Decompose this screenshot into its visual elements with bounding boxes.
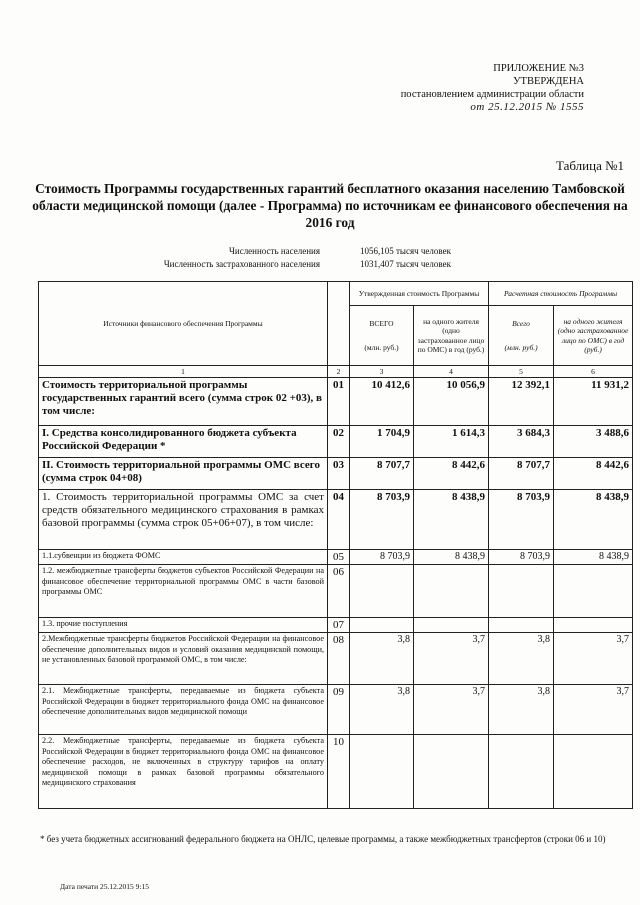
population-values [360,245,451,271]
header-total-estimated-unit: (млн. руб.) [504,342,538,352]
row-code: 09 [328,685,350,735]
row-value-total-estimated [489,735,554,809]
insured-population-value: 1031,407 тысяч человек [360,259,451,269]
row-value-per-resident-estimated: 11 931,2 [554,378,633,426]
row-value-total [350,735,414,809]
row-label: 1.3. прочие поступления [39,618,328,633]
population-labels [120,245,320,271]
population-value: 1056,105 тысяч человек [360,246,451,256]
row-value-per-resident-estimated [554,735,633,809]
row-value-total: 1 704,9 [350,426,414,458]
row-value-total: 8 707,7 [350,458,414,490]
row-value-total-estimated: 12 392,1 [489,378,554,426]
row-value-total: 3,8 [350,685,414,735]
row-value-total [350,618,414,633]
row-value-total-estimated: 3,8 [489,633,554,685]
col-number: 3 [350,366,414,378]
header-per-resident-estimated: на одного жителя (одно застрахованное лицо по ОМС) в год (руб.) [554,306,633,366]
header-total-label: ВСЕГО [369,319,394,328]
row-label: 1.1.субвенции из бюджета ФОМС [39,550,328,565]
table-row [39,685,633,735]
row-value-per-resident: 8 442,6 [414,458,489,490]
population-label: Численность населения [229,246,320,256]
header-total-estimated [489,306,554,366]
appendix-block [401,62,584,114]
row-value-per-resident-estimated [554,565,633,618]
col-number: 2 [328,366,350,378]
table-row [39,378,633,426]
row-value-per-resident-estimated: 8 442,6 [554,458,633,490]
table-number: Таблица №1 [555,158,624,173]
header-approved-group: Утвержденная стоимость Программы [350,282,489,306]
row-value-total: 3,8 [350,633,414,685]
col-number: 1 [39,366,328,378]
row-value-per-resident-estimated: 3,7 [554,633,633,685]
header-code [328,282,350,366]
row-code: 01 [328,378,350,426]
row-value-total: 10 412,6 [350,378,414,426]
col-number: 5 [489,366,554,378]
row-label: 2.2. Межбюджетные трансферты, передаваемые из бюджета субъекта Российской Федерации в бюджет территориального фонда ОМС на финансовое обеспечение расходов, не включенных в структуру тарифов на оплату медицинской помощи в рамках базовой программы обязательного медицинского страхования [39,735,328,809]
row-value-per-resident: 3,7 [414,685,489,735]
row-label: 2.Межбюджетные трансферты бюджетов Российской Федерации на финансовое обеспечение дополнительных видов и условий оказания медицинской помощи, не установленных базовой программой ОМС, в том числе: [39,633,328,685]
table-row [39,550,633,565]
footnote: * без учета бюджетных ассигнований федерального бюджета на ОНЛС, целевые программы, а также межбюджетных трансфертов (строки 06 и 10) [40,834,606,844]
row-value-per-resident: 10 056,9 [414,378,489,426]
row-value-total-estimated: 8 707,7 [489,458,554,490]
header-total [350,306,414,366]
row-label: II. Стоимость территориальной программы ОМС всего (сумма строк 04+08) [39,458,328,490]
row-label: 1.2. межбюджетные трансферты бюджетов субъектов Российской Федерации на финансовое обеспечение территориальной программы ОМС в части базовой программы ОМС [39,565,328,618]
row-value-per-resident: 3,7 [414,633,489,685]
row-value-per-resident [414,618,489,633]
decree-date-handwritten: от 25.12.2015 № 1555 [470,101,584,113]
row-code: 08 [328,633,350,685]
row-code: 02 [328,426,350,458]
row-value-total-estimated: 3 684,3 [489,426,554,458]
header-source: Источники финансового обеспечения Программы [39,282,328,366]
row-value-per-resident-estimated: 8 438,9 [554,550,633,565]
row-value-per-resident-estimated [554,618,633,633]
header-total-estimated-label: Всего [512,319,530,328]
table-row [39,735,633,809]
table-row [39,618,633,633]
row-value-total-estimated: 3,8 [489,685,554,735]
row-value-total-estimated [489,618,554,633]
table-row [39,490,633,550]
row-code: 03 [328,458,350,490]
row-value-per-resident [414,565,489,618]
header-total-unit: (млн. руб.) [364,342,399,352]
row-code: 05 [328,550,350,565]
decree-line: постановлением администрации области [400,89,584,100]
row-label: 2.1. Межбюджетные трансферты, передаваемые из бюджета субъекта Российской Федерации в бюджет территориального фонда ОМС на финансовое обеспечение дополнительных видов медицинской помощи [39,685,328,735]
row-value-per-resident-estimated: 3,7 [554,685,633,735]
row-value-per-resident [414,735,489,809]
document-title: Стоимость Программы государственных гарантий бесплатного оказания населению Тамбовской области медицинской помощи (далее - Программа) по источникам ее финансового обеспечения на 2016 год [32,181,628,230]
appendix-line: ПРИЛОЖЕНИЕ №3 [493,63,584,74]
row-value-per-resident: 1 614,3 [414,426,489,458]
col-number: 6 [554,366,633,378]
insured-population-label: Численность застрахованного населения [163,259,320,269]
row-value-per-resident: 8 438,9 [414,550,489,565]
row-value-total: 8 703,9 [350,490,414,550]
column-numbers-row [39,366,633,378]
table-row [39,458,633,490]
row-value-per-resident-estimated: 3 488,6 [554,426,633,458]
row-label: 1. Стоимость территориальной программы ОМС за счет средств обязательного медицинского страхования в рамках базовой программы (сумма строк 05+06+07), в том числе: [39,490,328,550]
row-code: 06 [328,565,350,618]
table-row [39,426,633,458]
row-value-total-estimated [489,565,554,618]
row-label: Стоимость территориальной программы государственных гарантий всего (сумма строк 02 +03), в том числе: [39,378,328,426]
approved-line: УТВЕРЖДЕНА [513,76,584,87]
col-number: 4 [414,366,489,378]
header-per-resident: на одного жителя (одно застрахованное лицо по ОМС) в год (руб.) [414,306,489,366]
row-value-per-resident: 8 438,9 [414,490,489,550]
row-value-total-estimated: 8 703,9 [489,490,554,550]
row-code: 07 [328,618,350,633]
row-value-total-estimated: 8 703,9 [489,550,554,565]
header-estimated-group: Расчетная стоимость Программы [489,282,633,306]
row-code: 10 [328,735,350,809]
row-value-total [350,565,414,618]
print-date: Дата печати 25.12.2015 9:15 [60,882,150,891]
financing-table [38,281,633,809]
row-label: I. Средства консолидированного бюджета субъекта Российской Федерации * [39,426,328,458]
table-row [39,633,633,685]
row-value-per-resident-estimated: 8 438,9 [554,490,633,550]
row-value-total: 8 703,9 [350,550,414,565]
table-row [39,565,633,618]
row-code: 04 [328,490,350,550]
